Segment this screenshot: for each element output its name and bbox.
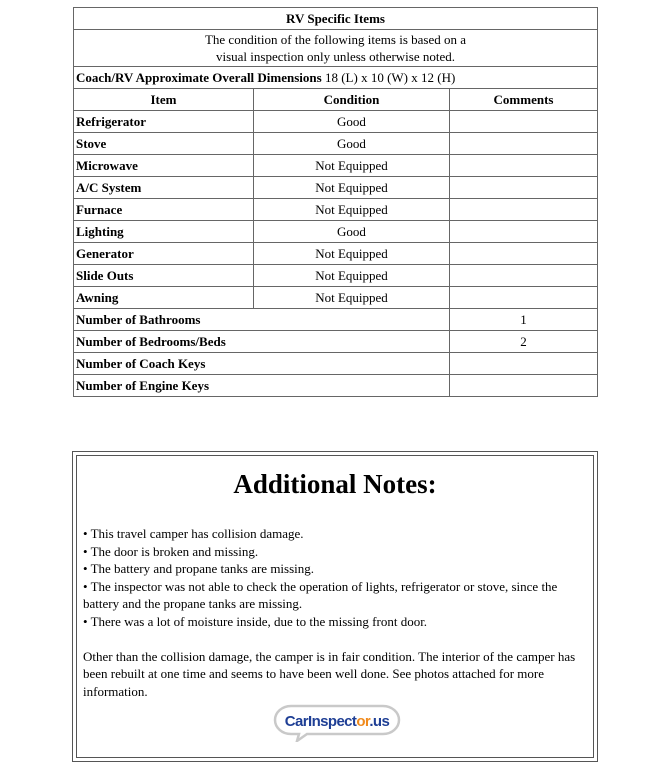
rv-dimensions-row xyxy=(74,67,598,89)
rv-item-row xyxy=(74,243,598,265)
rv-item-name: Lighting xyxy=(74,221,254,243)
logo-text xyxy=(285,713,390,730)
notes-bullet-item: • This travel camper has collision damage. xyxy=(83,526,304,541)
rv-item-comment xyxy=(450,155,598,177)
rv-item-condition: Not Equipped xyxy=(254,177,450,199)
logo-text-part-1: CarInspect xyxy=(284,713,357,730)
rv-item-name: Stove xyxy=(74,133,254,155)
logo-text-part-2: or xyxy=(356,713,370,730)
rv-dimensions-value: 18 (L) x 10 (W) x 12 (H) xyxy=(321,70,456,85)
rv-table-title: RV Specific Items xyxy=(74,8,598,30)
rv-item-name: Slide Outs xyxy=(74,265,254,287)
rv-item-comment xyxy=(450,111,598,133)
logo-speech-bubble-icon xyxy=(273,704,401,742)
rv-count-row xyxy=(74,375,598,397)
rv-item-name: Awning xyxy=(74,287,254,309)
rv-item-comment xyxy=(450,221,598,243)
rv-item-row xyxy=(74,287,598,309)
rv-item-comment xyxy=(450,133,598,155)
rv-item-name: Refrigerator xyxy=(74,111,254,133)
rv-item-name: Microwave xyxy=(74,155,254,177)
rv-item-comment xyxy=(450,243,598,265)
rv-item-row xyxy=(74,265,598,287)
rv-count-label: Number of Bathrooms xyxy=(74,309,450,331)
rv-item-condition: Not Equipped xyxy=(254,287,450,309)
notes-bullet-item: • The inspector was not able to check the operation of lights, refrigerator or stove, since the battery and the propane tanks are missing. xyxy=(83,578,558,612)
logo-text-part-3: .us xyxy=(369,713,390,730)
rv-item-condition: Not Equipped xyxy=(254,155,450,177)
rv-item-comment xyxy=(450,265,598,287)
rv-intro-line-1: The condition of the following items is based on a xyxy=(204,32,467,47)
rv-item-comment xyxy=(450,287,598,309)
rv-count-row xyxy=(74,353,598,375)
rv-counts-body xyxy=(74,309,598,397)
notes-bullet-item: • The door is broken and missing. xyxy=(83,543,259,559)
additional-notes-box xyxy=(72,451,598,762)
rv-count-value: 1 xyxy=(450,309,598,331)
header-comments: Comments xyxy=(450,89,598,111)
rv-count-label: Number of Engine Keys xyxy=(74,375,450,397)
rv-count-label: Number of Coach Keys xyxy=(74,353,450,375)
rv-item-name: Generator xyxy=(74,243,254,265)
rv-item-row xyxy=(74,221,598,243)
rv-dimensions-label: Coach/RV Approximate Overall Dimensions xyxy=(76,70,322,85)
rv-count-label: Number of Bedrooms/Beds xyxy=(74,331,450,353)
rv-count-row xyxy=(74,309,598,331)
rv-item-row xyxy=(74,177,598,199)
additional-notes-inner xyxy=(76,455,594,758)
notes-bullet-list xyxy=(83,525,587,631)
rv-item-row xyxy=(74,155,598,177)
rv-item-condition: Not Equipped xyxy=(254,243,450,265)
rv-item-condition: Good xyxy=(254,111,450,133)
rv-item-condition: Good xyxy=(254,133,450,155)
rv-specific-items-table xyxy=(73,7,598,397)
rv-item-row xyxy=(74,133,598,155)
rv-intro-line-2: visual inspection only unless otherwise noted. xyxy=(215,49,456,64)
rv-item-condition: Not Equipped xyxy=(254,265,450,287)
notes-summary: Other than the collision damage, the camper is in fair condition. The interior of the camper has been rebuilt at one time and seems to have been well done. See photos attached for more information. xyxy=(83,648,576,699)
rv-count-row xyxy=(74,331,598,353)
rv-item-condition: Good xyxy=(254,221,450,243)
additional-notes-title: Additional Notes: xyxy=(233,469,437,499)
rv-items-body xyxy=(74,111,598,309)
rv-item-name: Furnace xyxy=(74,199,254,221)
rv-item-comment xyxy=(450,199,598,221)
rv-intro-text xyxy=(74,30,598,67)
notes-bullet-item: • There was a lot of moisture inside, due to the missing front door. xyxy=(83,613,428,629)
header-condition: Condition xyxy=(254,89,450,111)
header-item: Item xyxy=(74,89,254,111)
rv-item-condition: Not Equipped xyxy=(254,199,450,221)
carinspector-logo xyxy=(273,704,401,742)
rv-item-name: A/C System xyxy=(74,177,254,199)
rv-count-value xyxy=(450,353,598,375)
rv-item-comment xyxy=(450,177,598,199)
rv-count-value: 2 xyxy=(450,331,598,353)
rv-item-row xyxy=(74,111,598,133)
rv-item-row xyxy=(74,199,598,221)
notes-bullet-item: • The battery and propane tanks are missing. xyxy=(83,561,315,577)
rv-count-value xyxy=(450,375,598,397)
